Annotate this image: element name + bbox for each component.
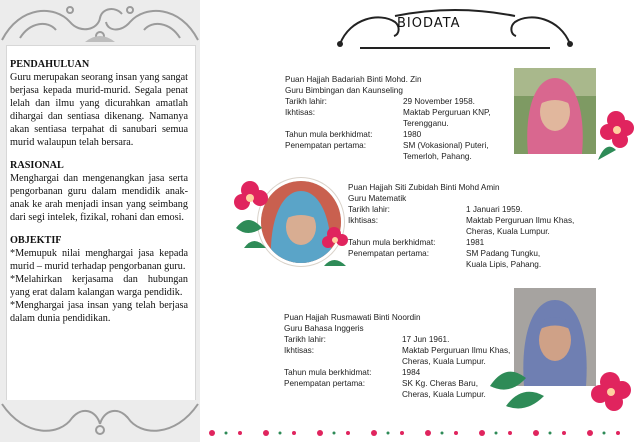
field-value: 1981 xyxy=(466,238,485,247)
field-value: 29 November 1958. xyxy=(403,97,475,106)
section-body-pendahuluan: Guru merupakan seorang insan yang sangat berjasa kepada murid-murid. Segala penat lelah dan ilmu yang dicurahkan amatlah dihargai dan sentiasa dikenang. Namanya akan sentiasa terpahat di sanubari semua murid walaupun telah bersara. xyxy=(10,72,188,148)
field-value: Cheras, Kuala Lumpur. xyxy=(402,390,486,399)
objective-item: *Memupuk nilai menghargai jasa kepada murid – murid terhadap pengorbanan guru. xyxy=(10,248,188,272)
hibiscus-flower-icon xyxy=(596,100,638,164)
field-value: 1 Januari 1959. xyxy=(466,205,523,214)
field-value: 1984 xyxy=(402,368,421,377)
field-value: Maktab Perguruan KNP, xyxy=(403,108,491,117)
field-value: SK Kg. Cheras Baru, xyxy=(402,379,478,388)
field-label: Penempatan pertama: xyxy=(348,249,430,258)
field-value: SM (Vokasional) Puteri, xyxy=(403,141,489,150)
field-label: Ikhtisas: xyxy=(284,346,315,355)
field-label: Tarikh lahir: xyxy=(348,205,390,214)
field-value: Cheras, Kuala Lumpur. xyxy=(402,357,486,366)
person-name: Puan Hajjah Badariah Binti Mohd. Zin xyxy=(285,75,422,84)
border-ornament xyxy=(200,424,638,442)
field-label: Ikhtisas: xyxy=(348,216,379,225)
person-name: Puan Hajjah Siti Zubidah Binti Mohd Amin xyxy=(348,183,500,192)
field-label: Penempatan pertama: xyxy=(285,141,367,150)
page-title: BIODATA xyxy=(397,16,461,31)
hibiscus-flower-icon xyxy=(228,168,272,252)
leaf-icon xyxy=(486,356,548,414)
section-heading-objektif: OBJEKTIF xyxy=(10,235,62,246)
swirl-ornament-icon xyxy=(0,0,200,44)
objective-item: *Melahirkan kerjasama dan hubungan yang erat dalam kalangan warga pendidik. xyxy=(10,274,188,298)
title-banner xyxy=(300,8,610,54)
left-column xyxy=(0,0,200,442)
person-role: Guru Bimbingan dan Kaunseling xyxy=(285,86,403,95)
biodata-entry xyxy=(285,74,515,162)
field-label: Tarikh lahir: xyxy=(284,335,326,344)
field-label: Ikhtisas: xyxy=(285,108,316,117)
field-label: Penempatan pertama: xyxy=(284,379,366,388)
person-photo xyxy=(514,68,596,154)
field-label: Tahun mula berkhidmat: xyxy=(285,130,373,139)
field-label: Tahun mula berkhidmat: xyxy=(284,368,372,377)
hibiscus-flower-icon xyxy=(318,218,354,270)
field-value: Temerloh, Pahang. xyxy=(403,152,472,161)
section-heading-pendahuluan: PENDAHULUAN xyxy=(10,59,90,70)
section-heading-rasional: RASIONAL xyxy=(10,160,64,171)
left-text xyxy=(10,58,188,325)
field-label: Tahun mula berkhidmat: xyxy=(348,238,436,247)
swirl-ornament-icon xyxy=(0,400,200,442)
field-value: Cheras, Kuala Lumpur. xyxy=(466,227,550,236)
field-label: Tarikh lahir: xyxy=(285,97,327,106)
hibiscus-flower-icon xyxy=(586,360,638,420)
person-role: Guru Matematik xyxy=(348,194,407,203)
objective-item: *Menghargai jasa insan yang telah berjasa dalam dunia pendidikan. xyxy=(10,300,188,324)
person-name: Puan Hajjah Rusmawati Binti Noordin xyxy=(284,313,421,322)
biodata-entry xyxy=(348,182,588,270)
field-value: Terengganu. xyxy=(403,119,449,128)
person-role: Guru Bahasa Inggeris xyxy=(284,324,364,333)
field-value: Maktab Perguruan Ilmu Khas, xyxy=(466,216,575,225)
swirl-ornament-icon xyxy=(300,8,610,54)
field-value: SM Padang Tungku, xyxy=(466,249,541,258)
field-value: 1980 xyxy=(403,130,422,139)
section-body-rasional: Menghargai dan mengenangkan jasa serta pengorbanan guru dalam mendidik anak-anak ke arah menjadi insan yang seimbang dari segi intelek, fizikal, rohani dan emosi. xyxy=(10,173,188,223)
field-value: Kuala Lipis, Pahang. xyxy=(466,260,542,269)
field-value: 17 Jun 1961. xyxy=(402,335,450,344)
field-value: Maktab Perguruan Ilmu Khas, xyxy=(402,346,511,355)
